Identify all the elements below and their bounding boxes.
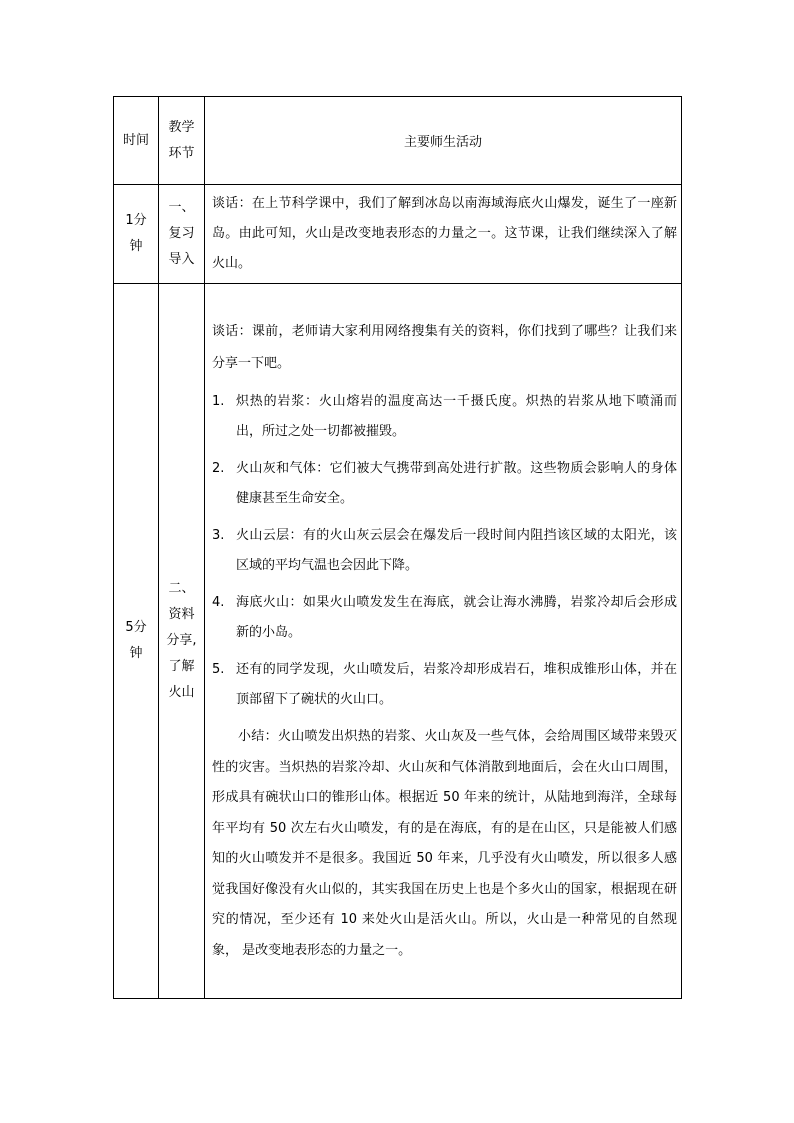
review-intro-paragraph: 谈话：在上节科学课中，我们了解到冰岛以南海域海底火山爆发，诞生了一座新岛。由此可知，火山是改变地表形态的力量之一。这节课，让我们继续深入了解火山。 bbox=[212, 196, 677, 271]
list-item-number: 4. bbox=[212, 595, 225, 610]
table-header-row bbox=[114, 97, 682, 185]
row-2-time-line-2: 钟 bbox=[129, 646, 143, 661]
share-intro-paragraph: 谈话：课前，老师请大家利用网络搜集有关的资料，你们找到了哪些？让我们来分享一下吧。 bbox=[212, 324, 677, 371]
row-2-stage bbox=[159, 284, 205, 999]
list-item-number: 2. bbox=[212, 461, 225, 476]
list-item-text: 海底火山：如果火山喷发发生在海底，就会让海水沸腾，岩浆冷却后会形成新的小岛。 bbox=[236, 595, 677, 640]
row-2-stage-line-5: 火山 bbox=[168, 685, 195, 700]
row-2-stage-line-4: 了解 bbox=[168, 659, 195, 674]
row-2-stage-line-1: 二、 bbox=[168, 581, 195, 596]
row-1-stage bbox=[159, 185, 205, 284]
header-time-label: 时间 bbox=[122, 132, 149, 148]
row-1-stage-line-2: 复习 bbox=[168, 226, 195, 241]
list-item bbox=[212, 655, 677, 715]
row-1-stage-line-1: 一、 bbox=[168, 200, 195, 215]
header-activity-label: 主要师生活动 bbox=[403, 135, 482, 150]
list-item bbox=[212, 454, 677, 514]
header-stage-line-2: 环节 bbox=[168, 145, 195, 161]
list-item bbox=[212, 588, 677, 648]
list-item-text: 火山灰和气体：它们被大气携带到高处进行扩散。这些物质会影响人的身体健康甚至生命安全。 bbox=[236, 461, 677, 506]
row-1-time-line-2: 钟 bbox=[129, 239, 143, 254]
row-2-time bbox=[114, 284, 159, 999]
list-item-number: 3. bbox=[212, 528, 225, 543]
row-1-time bbox=[114, 185, 159, 284]
header-stage-line-1: 教学 bbox=[168, 119, 195, 135]
header-activity bbox=[205, 97, 682, 185]
list-item-number: 1. bbox=[212, 394, 225, 409]
row-1-time-line-1: 1分 bbox=[125, 213, 147, 228]
list-item bbox=[212, 521, 677, 581]
row-2-time-line-1: 5分 bbox=[125, 620, 147, 635]
table-row bbox=[114, 284, 682, 999]
header-stage bbox=[159, 97, 205, 185]
list-item-number: 5. bbox=[212, 662, 225, 677]
row-2-content bbox=[205, 284, 682, 999]
list-item-text: 炽热的岩浆：火山熔岩的温度高达一千摄氏度。炽热的岩浆从地下喷涌而出，所过之处一切都被摧毁。 bbox=[236, 394, 677, 439]
table-row bbox=[114, 185, 682, 284]
row-2-stage-line-2: 资料 bbox=[168, 607, 195, 622]
list-item-text: 还有的同学发现，火山喷发后，岩浆冷却形成岩石，堆积成锥形山体，并在顶部留下了碗状的火山口。 bbox=[236, 662, 677, 707]
row-1-stage-line-3: 导入 bbox=[168, 252, 195, 267]
summary-paragraph: 小结：火山喷发出炽热的岩浆、火山灰及一些气体，会给周围区域带来毁灭性的灾害。当炽热的岩浆冷却、火山灰和气体消散到地面后，会在火山口周围，形成具有碗状山口的锥形山体。根据近 50 年来的统计，从陆地到海洋，全球每年平均有 50 次左右火山喷发，有的是在海底，有的是在山区，只是能被人们感知的火山喷发并不是很多。我国近 50 年来，几乎没有火山喷发，所以很多人感觉我国好像没有火山似的，其实我国在历史上也是个多火山的国家，根据现在研究的情况，至少还有 10 来处火山是活火山。所以，火山是一种常见的自然现象， 是改变地表形态的力量之一。 bbox=[212, 729, 677, 958]
list-item-text: 火山云层：有的火山灰云层会在爆发后一段时间内阻挡该区域的太阳光，该区域的平均气温也会因此下降。 bbox=[236, 528, 677, 573]
row-2-stage-line-3: 分享, bbox=[166, 633, 197, 648]
lesson-plan-table bbox=[113, 96, 682, 999]
header-time bbox=[114, 97, 159, 185]
row-1-content bbox=[205, 185, 682, 284]
list-item bbox=[212, 387, 677, 447]
